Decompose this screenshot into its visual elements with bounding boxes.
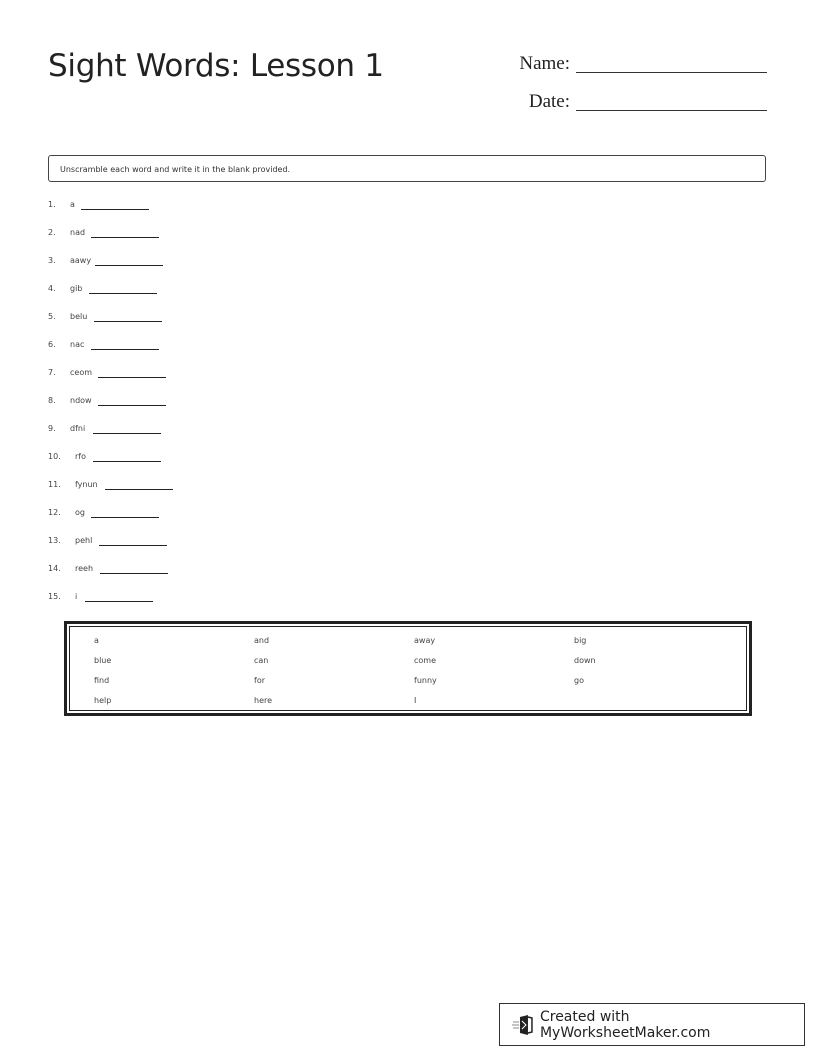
word-bank-item: can <box>254 656 269 665</box>
answer-blank[interactable] <box>105 489 173 490</box>
answer-blank[interactable] <box>99 545 167 546</box>
question-number: 10. <box>48 452 61 461</box>
scrambled-word: gib <box>70 284 83 293</box>
word-bank-item: away <box>414 636 436 645</box>
date-label: Date: <box>528 91 570 112</box>
question-number: 13. <box>48 536 61 545</box>
answer-blank[interactable] <box>100 573 168 574</box>
scrambled-word: rfo <box>75 452 86 461</box>
scrambled-word: ndow <box>70 396 92 405</box>
name-label: Name: <box>519 53 570 74</box>
worksheet-logo-icon <box>512 1014 534 1036</box>
word-bank-item: come <box>414 656 437 665</box>
answer-blank[interactable] <box>98 405 166 406</box>
question-number: 15. <box>48 592 61 601</box>
word-bank-item: for <box>254 676 265 685</box>
word-bank-item: help <box>94 696 112 705</box>
question-number: 1. <box>48 200 56 209</box>
footer-badge <box>499 1003 805 1046</box>
word-bank-item: down <box>574 656 596 665</box>
question-number: 9. <box>48 424 56 433</box>
scrambled-word: pehl <box>75 536 93 545</box>
question-number: 8. <box>48 396 56 405</box>
answer-blank[interactable] <box>89 293 157 294</box>
page-title: Sight Words: Lesson 1 <box>48 48 384 84</box>
word-bank-item: a <box>94 636 99 645</box>
answer-blank[interactable] <box>93 461 161 462</box>
name-field <box>500 53 767 75</box>
question-number: 3. <box>48 256 56 265</box>
scrambled-word: dfni <box>70 424 86 433</box>
answer-blank[interactable] <box>85 601 153 602</box>
scrambled-word: reeh <box>75 564 94 573</box>
date-field <box>500 91 767 113</box>
answer-blank[interactable] <box>91 349 159 350</box>
question-number: 14. <box>48 564 61 573</box>
word-bank <box>64 621 752 716</box>
answer-blank[interactable] <box>93 433 161 434</box>
word-bank-item: find <box>94 676 110 685</box>
question-number: 12. <box>48 508 61 517</box>
answer-blank[interactable] <box>95 265 163 266</box>
scrambled-word: og <box>75 508 85 517</box>
word-bank-item: here <box>254 696 273 705</box>
word-bank-item: I <box>414 696 417 705</box>
scrambled-word: nac <box>70 340 85 349</box>
question-number: 7. <box>48 368 56 377</box>
footer-text: Created with MyWorksheetMaker.com <box>539 1008 711 1041</box>
question-number: 6. <box>48 340 56 349</box>
scrambled-word: a <box>70 200 75 209</box>
scrambled-word: fynun <box>75 480 98 489</box>
name-blank[interactable] <box>576 72 767 73</box>
answer-blank[interactable] <box>91 237 159 238</box>
question-number: 5. <box>48 312 56 321</box>
answer-blank[interactable] <box>98 377 166 378</box>
scrambled-word: nad <box>70 228 86 237</box>
scrambled-word: belu <box>70 312 88 321</box>
word-bank-item: and <box>254 636 270 645</box>
answer-blank[interactable] <box>91 517 159 518</box>
instructions-box: Unscramble each word and write it in the blank provided. <box>48 155 766 182</box>
date-blank[interactable] <box>576 110 767 111</box>
question-number: 4. <box>48 284 56 293</box>
answer-blank[interactable] <box>94 321 162 322</box>
word-bank-inner <box>69 626 747 711</box>
scrambled-word: aawy <box>70 256 92 265</box>
scrambled-word: ceom <box>70 368 93 377</box>
word-bank-item: blue <box>94 656 112 665</box>
question-number: 2. <box>48 228 56 237</box>
scrambled-word: i <box>75 592 78 601</box>
word-bank-item: go <box>574 676 584 685</box>
question-number: 11. <box>48 480 61 489</box>
word-bank-item: big <box>574 636 587 645</box>
word-bank-item: funny <box>414 676 437 685</box>
answer-blank[interactable] <box>81 209 149 210</box>
